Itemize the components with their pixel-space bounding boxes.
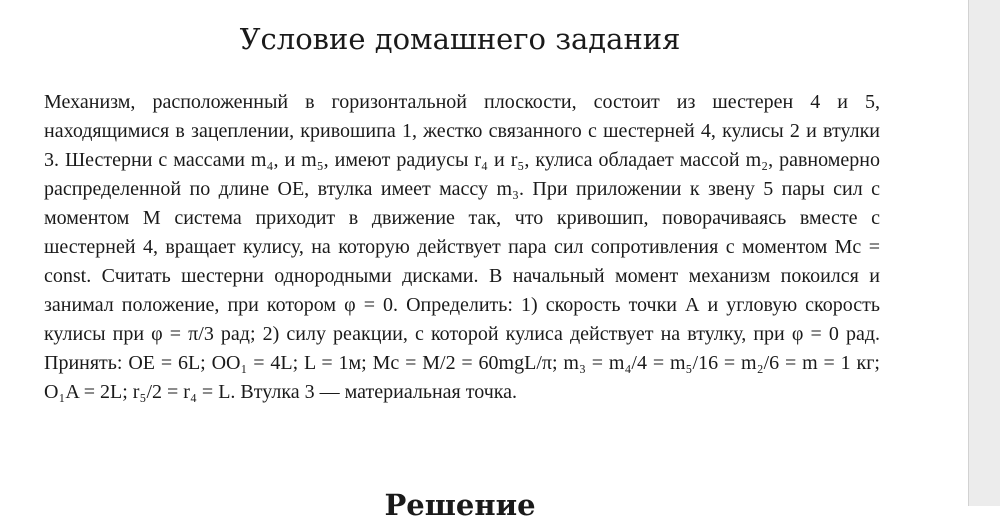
page-edge [968, 0, 1000, 506]
page-title: Условие домашнего задания [239, 22, 681, 56]
section-heading-solution: Решение [384, 488, 536, 522]
problem-statement: Механизм, расположенный в горизонтальной плоскости, состоит из шестерен 4 и 5, находящимися в зацеплении, кривошипа 1, жестко связанного с шестерней 4, кулисы 2 и втулки 3. Шестерни с массами m₄, и m₅, имеют радиусы r₄ и r₅, кулиса обладает массой m₂, равномерно распределенной по длине OE, втулка имеет массу m₃. При приложении к звену 5 пары сил с моментом M система приходит в движение так, что кривошип, поворачиваясь вместе с шестерней 4, вращает кулису, на которую действует пара сил сопротивления с моментом Mc = const. Считать шестерни однородными дисками. В начальный момент механизм покоился и занимал положение, при котором φ = 0. Определить: 1) скорость точки А и угловую скорость кулисы при φ = π/3 рад; 2) силу реакции, с которой кулиса действует на втулку, при φ = 0 рад. Принять: OE = 6L; OO₁ = 4L; L = 1м; Mc = M/2 = 60mgL/π; m₃ = m₄/4 = m₅/16 = m₂/6 = m = 1 кг; O₁A = 2L; r₅/2 = r₄ = L. Втулка 3 — материальная точка. [44, 91, 880, 403]
